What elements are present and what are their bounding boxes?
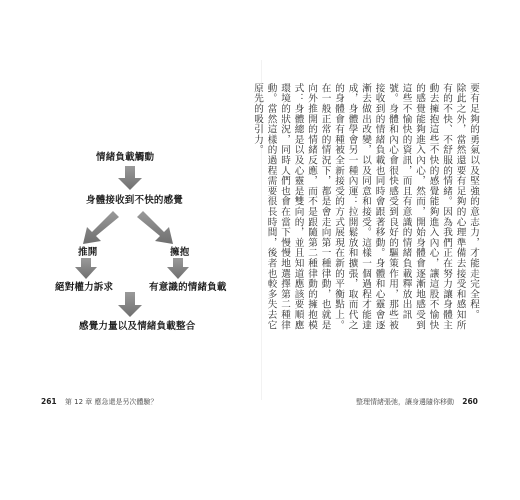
down-arrow-icon <box>118 166 142 190</box>
node-right-result: 有意識的情緒負載 <box>149 282 227 293</box>
node-right-branch-label: 擁抱 <box>170 247 190 258</box>
down-left-arrow-icon <box>83 211 119 244</box>
node-top: 情緒負載觸動 <box>96 152 155 163</box>
left-running-head: 第 12 章 應急還是另次體驗？ <box>64 398 158 406</box>
left-down-arrow-icon <box>75 258 97 279</box>
node-left-branch-label: 推開 <box>78 247 98 258</box>
node-left-result: 絕對權力訴求 <box>55 282 114 293</box>
right-down-arrow-icon <box>167 258 189 279</box>
paragraph: 在一般正常的情況下，都是會走向第一種律動，也就是向外推開的情緒反應，而不是跟隨第二種律動的擁抱模式：身體總是以及心靈是雙向的，並且知道應該要順應環境的狀況，同時人們也會在當下慢慢地選擇第二種律動。當然這樣的過程需要很長時間，後者也較多失去它原先的吸引力。 <box>252 83 331 331</box>
bottom-down-arrow-icon <box>118 292 142 317</box>
down-right-arrow-icon <box>137 211 173 244</box>
left-footer <box>41 397 157 407</box>
paragraph: 要有足夠的勇氣以及堅強的意志力，才能走完全程。 <box>468 83 479 320</box>
left-page-number: 261 <box>41 397 57 406</box>
paragraph: 除此之外，當然還要有足夠的心理準備去接受和感知所有的不快、不舒服的情緒。因為我們正在努力讓身體主動去擁抱這些不快的感覺能夠進入內心，讓這股不愉快的感覺能夠進入內心，然而，開始身體會逐漸地感受到這些不愉快的資訊，而且有意識的情緒負載釋放出訊號。身體和內心會很快感受到良好的驅策作用，那些被接收到的情緒負載也同時會跟著移動。身體和心靈會逐漸去做出改變，以及同意和接受。這樣一個過程才能達成，身體學會另一種內運：拉開鬆放和擴張，取而代之的身體會有種被全新接受的方式展現在新的平衡點上。 <box>333 83 466 331</box>
node-middle: 身體接收到不快的感覺 <box>86 195 184 206</box>
body-text <box>252 83 480 333</box>
right-running-head: 整理情緒張弛，讓身邊隨你移動 <box>356 398 454 406</box>
right-footer <box>356 397 478 407</box>
right-page-number: 260 <box>462 397 478 406</box>
node-bottom: 感覺力量以及情緒負載整合 <box>79 321 196 332</box>
